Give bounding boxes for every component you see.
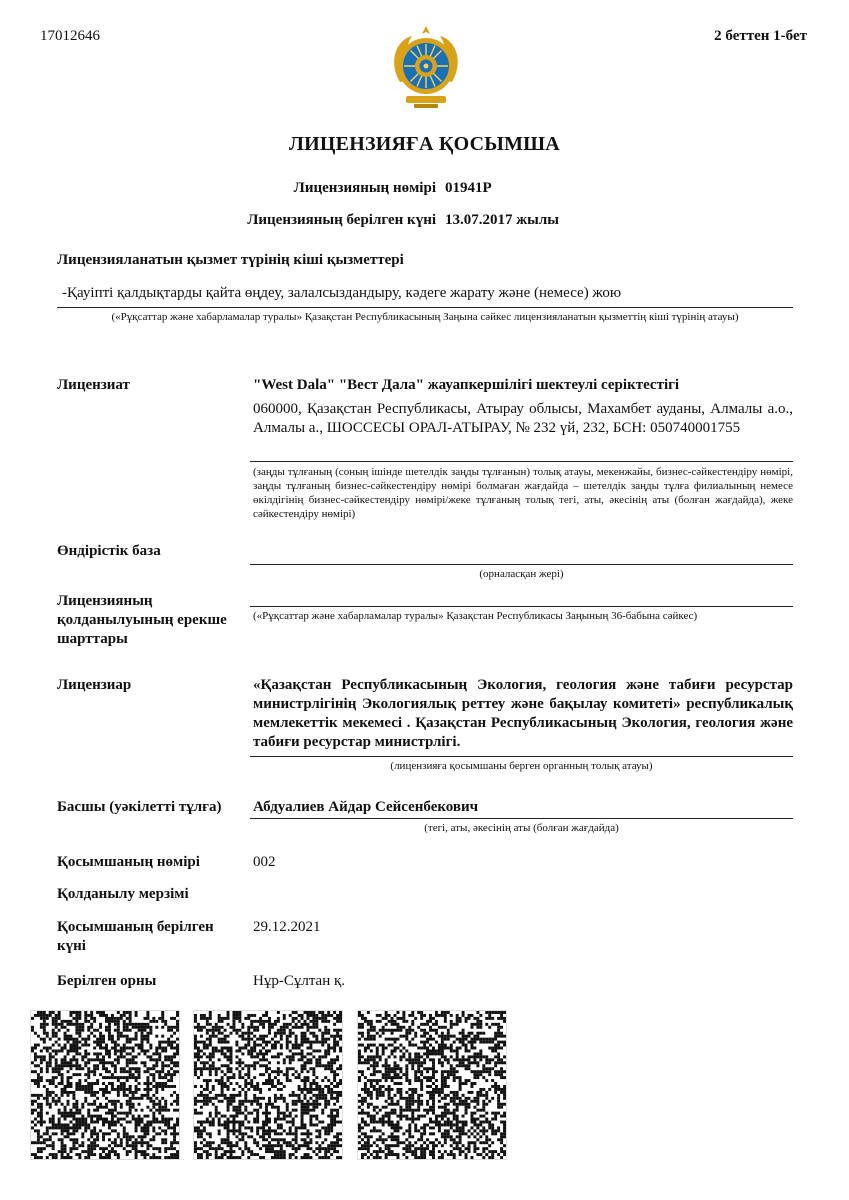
licensor-note: (лицензияға қосымшаны берген органның толық атауы) [390, 760, 653, 772]
subservices-heading: Лицензияланатын қызмет түрінің кіші қызметтері [57, 252, 404, 268]
validity-label: Қолданылу мерзімі [57, 886, 189, 902]
appendix-number-label: Қосымшаның нөмірі [57, 854, 200, 870]
licensee-name: "West Dala" "Вест Дала" жауапкершілігі шектеулі серіктестігі [253, 377, 680, 393]
special-conditions-label: Лицензияның қолданылуының ерекше шарттары [57, 593, 227, 647]
qr-code-icon [193, 1010, 343, 1160]
production-base-label: Өндірістік база [57, 543, 161, 559]
place-value: Нұр-Сұлтан қ. [253, 973, 346, 989]
special-conditions-note: («Рұқсаттар және хабарламалар туралы» Қазақстан Республикасы Заңының 36-бабына сәйкес) [253, 610, 698, 622]
appendix-number-value: 002 [253, 854, 276, 870]
production-base-note: (орналасқан жері) [479, 568, 564, 580]
licensee-note: (заңды тұлғаның (соның ішінде шетелдік заңды тұлғанын) толық атауы, мекенжайы, бизнес-сәйкестендіру нөмірі, заңды тұлғаның бизнес-сәйкестендіру нөмірі болмаған жағдайда – шетелдік заңды тұлға филиалының немесе өкілдігінің бизнес-сәйкестендіру нөмірі/жеке тұлғаның толық тегі, аты, әкесінің аты (болған жағдайда), жеке сәйкестендіру нөмірі) [253, 466, 793, 520]
appendix-date-value: 29.12.2021 [253, 919, 321, 935]
license-number-value: 01941Р [445, 180, 492, 196]
license-date-value: 13.07.2017 жылы [445, 212, 559, 228]
licensee-label: Лицензиат [57, 377, 130, 393]
qr-code-icon [30, 1010, 180, 1160]
head-rule [250, 818, 793, 819]
page-title: ЛИЦЕНЗИЯҒА ҚОСЫМША [289, 133, 560, 155]
kazakhstan-state-emblem-icon [386, 22, 466, 112]
licensor-label: Лицензиар [57, 677, 132, 693]
page-info: 2 беттен 1-бет [714, 28, 807, 44]
production-base-rule [250, 564, 793, 565]
license-date-label: Лицензияның берілген күні [247, 212, 436, 228]
licensor-value: «Қазақстан Республикасының Экология, геология және табиғи ресурстар министрлігінің Экологиялық реттеу және бақылау комитеті» республикалық мемлекеттік мекемесі . Қазақстан Республикасының Экология, геология және табиғи ресурстар министрлігі. [253, 677, 793, 750]
subservice-item: -Қауіпті қалдықтарды қайта өңдеу, залалсыздандыру, кәдеге жарату және (немесе) жою [62, 285, 622, 301]
appendix-date-label: Қосымшаның берілген күні [57, 919, 214, 954]
subservice-rule [57, 307, 793, 308]
head-label: Басшы (уәкілетті тұлға) [57, 799, 222, 815]
special-conditions-rule [250, 606, 793, 607]
licensor-rule [250, 756, 793, 757]
license-number-label: Лицензияның нөмірі [293, 180, 436, 196]
place-label: Берілген орны [57, 973, 157, 989]
qr-code-icon [357, 1010, 507, 1160]
head-note: (тегі, аты, әкесінің аты (болған жағдайда) [424, 822, 619, 834]
licensee-rule [250, 461, 793, 462]
head-value: Абдуалиев Айдар Сейсенбекович [253, 799, 479, 815]
subservice-note: («Рұқсаттар және хабарламалар туралы» Қазақстан Республикасының Заңына сәйкес лицензияланатын қызметтің кіші түрінің атауы) [111, 311, 739, 323]
licensee-address: 060000, Қазақстан Республикасы, Атырау облысы, Махамбет ауданы, Алмалы а.о., Алмалы а., ШОССЕСЫ ОРАЛ-АТЫРАУ, № 232 үй, 232, БСН: 050740001755 [253, 401, 793, 436]
document-number: 17012646 [40, 28, 100, 44]
